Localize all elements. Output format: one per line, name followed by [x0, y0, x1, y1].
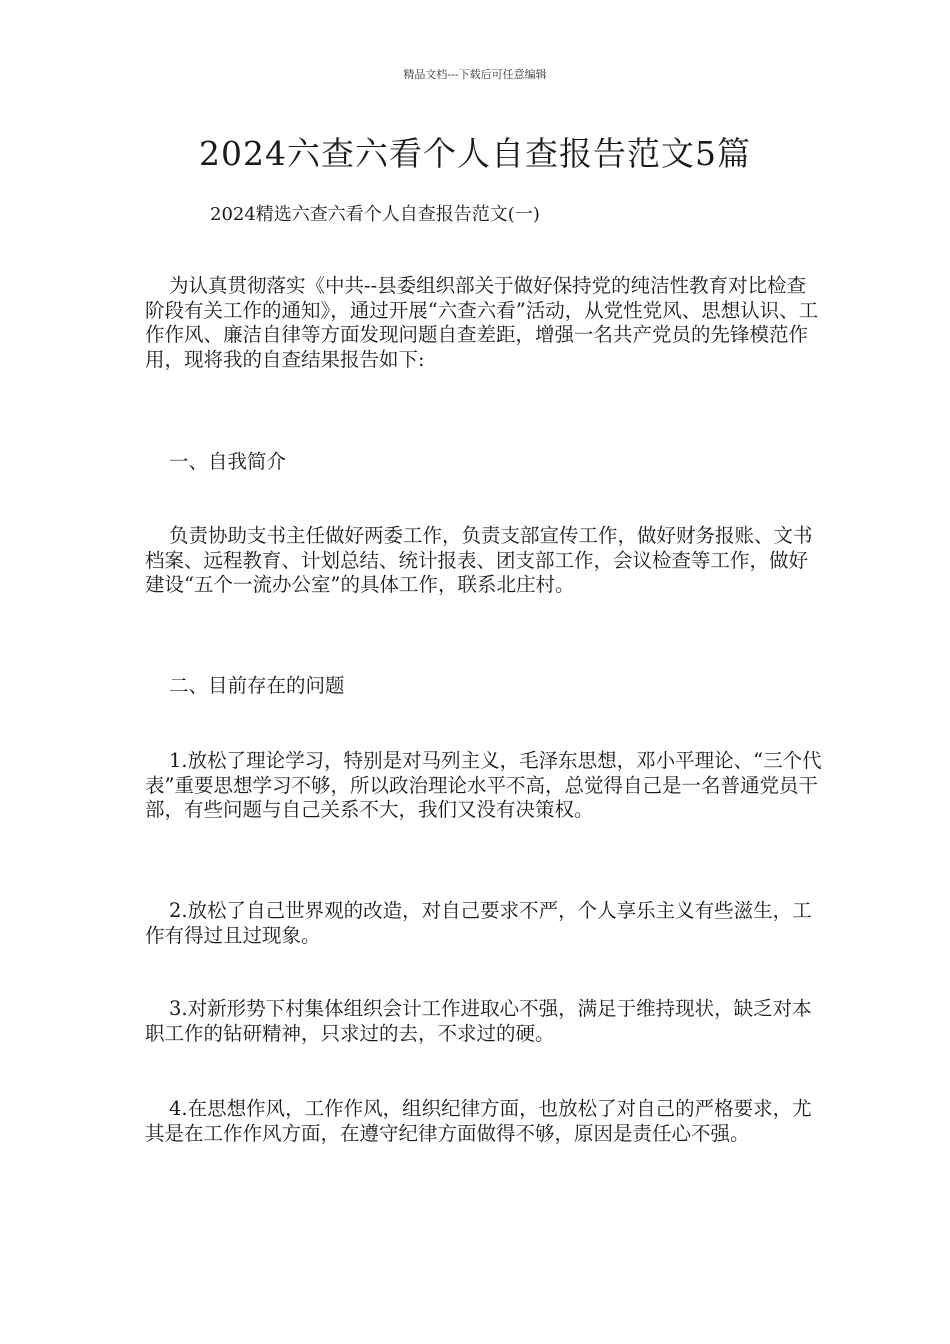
section-heading-self-intro: 一、自我简介 — [169, 450, 287, 473]
intro-paragraph: 为认真贯彻落实《中共--县委组织部关于做好保持党的纯洁性教育对比检查阶段有关工作的通知》，通过开展“六查六看”活动，从党性党风、思想认识、工作作风、廉洁自律等方面发现问题自查差距，增强一名共产党员的先锋模范作用，现将我的自查结果报告如下: — [145, 274, 819, 371]
problem-item-3: 3.对新形势下村集体组织会计工作进取心不强，满足于维持现状，缺乏对本职工作的钻研精神，只求过的去，不求过的硬。 — [145, 997, 812, 1045]
problem-item-1: 1.放松了理论学习，特别是对马列主义，毛泽东思想，邓小平理论、“三个代表”重要思想学习不够，所以政治理论水平不高，总觉得自己是一名普通党员干部，有些问题与自己关系不大，我们又没有决策权。 — [145, 749, 822, 821]
problem-item-2: 2.放松了自己世界观的改造，对自己要求不严，个人享乐主义有些滋生，工作有得过且过现象。 — [145, 899, 812, 947]
document-title: 2024六查六看个人自查报告范文5篇 — [199, 134, 751, 173]
section-heading-problems: 二、目前存在的问题 — [169, 674, 345, 697]
document-subtitle: 2024精选六查六看个人自查报告范文(一) — [210, 204, 540, 225]
page-header: 精品文档---下载后可任意编辑 — [403, 68, 547, 81]
problem-item-4: 4.在思想作风，工作作风，组织纪律方面，也放松了对自己的严格要求，尤其是在工作作风方面，在遵守纪律方面做得不够，原因是责任心不强。 — [145, 1097, 812, 1145]
self-intro-paragraph: 负责协助支书主任做好两委工作，负责支部宣传工作，做好财务报账、文书档案、远程教育、计划总结、统计报表、团支部工作，会议检查等工作，做好建设“五个一流办公室”的具体工作，联系北庄村。 — [145, 524, 813, 596]
